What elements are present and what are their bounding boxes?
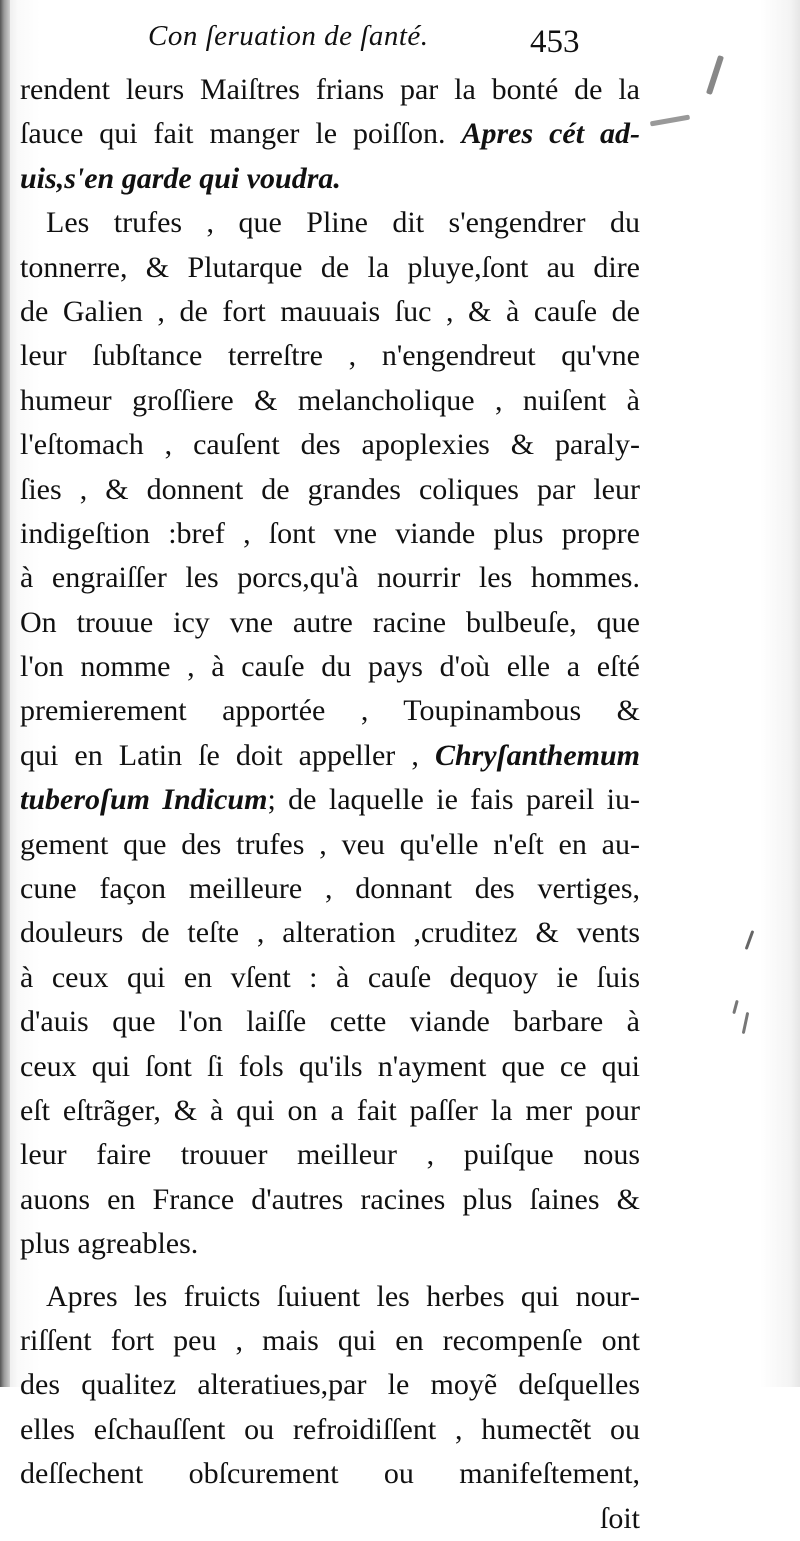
italic-text-segment: Apres cét ad-: [461, 117, 640, 151]
text-line: [20, 956, 640, 1000]
text-segment: gement que des trufes , veu qu'elle n'eſt en au-: [20, 827, 640, 861]
print-speck: [706, 55, 724, 95]
text-segment: l'on nomme , à cauſe du pays d'où elle a eſté: [20, 650, 640, 684]
text-line: [20, 1133, 640, 1177]
text-segment: eſt eſtrãger, & à qui on a fait paſſer la mer pour: [20, 1093, 640, 1127]
text-line: [20, 512, 640, 556]
text-segment: ceux qui ſont ſi fols qu'ils n'ayment que ce qui: [20, 1049, 640, 1083]
text-segment: ; de laquelle ie fais pareil iu-: [267, 783, 640, 817]
text-line: [20, 68, 640, 112]
text-line: [20, 1363, 640, 1407]
text-line: [20, 379, 640, 423]
text-segment: ſies , & donnent de grandes coliques par leur: [20, 472, 640, 506]
text-segment: On trouue icy vne autre racine bulbeuſe, que: [20, 605, 640, 639]
text-segment: douleurs de teſte , alteration ,cruditez & vents: [20, 916, 640, 950]
text-segment: des qualitez alteratiues,par le moyẽ deſquelles: [20, 1368, 640, 1402]
text-segment: de Galien , de fort mauuais ſuc , & à cauſe de: [20, 294, 640, 328]
text-segment: deſſechent obſcurement ou manifeſtement,: [20, 1457, 640, 1491]
text-segment: premierement apportée , Toupinambous &: [20, 694, 640, 728]
text-segment: qui en Latin ſe doit appeller ,: [20, 738, 435, 772]
italic-text-segment: tuberoſum Indicum: [20, 783, 268, 817]
print-speck: [732, 1000, 739, 1014]
text-line: [20, 1452, 640, 1496]
text-segment: elles eſchauſſent ou refroidiſſent , humectẽt ou: [20, 1412, 640, 1446]
text-line: [20, 468, 640, 512]
text-segment: plus agreables.: [20, 1227, 199, 1261]
body-text: [20, 68, 640, 1541]
text-line: [20, 1089, 640, 1133]
text-line: [20, 823, 640, 867]
text-line: [20, 645, 640, 689]
text-segment: ſauce qui fait manger le poiſſon.: [20, 117, 462, 151]
text-segment: l'eſtomach , cauſent des apoplexies & paraly-: [20, 428, 640, 462]
text-line: [20, 867, 640, 911]
text-line: [20, 201, 640, 245]
text-segment: rendent leurs Maiſtres frians par la bonté de la: [20, 73, 640, 106]
running-head: Con ſeruation de ſanté.: [148, 20, 429, 52]
text-line: [20, 246, 640, 290]
text-line: [20, 1222, 640, 1266]
text-line: [20, 157, 640, 201]
page-binding-shadow: [0, 0, 10, 1387]
text-line: [20, 689, 640, 733]
text-segment: leur faire trouuer meilleur , puiſque nous: [20, 1138, 640, 1172]
text-segment: leur ſubſtance terreſtre , n'engendreut qu'vne: [20, 339, 640, 373]
text-segment: d'auis que l'on laiſſe cette viande barbare à: [20, 1005, 640, 1039]
text-line: [20, 911, 640, 955]
text-line: [20, 423, 640, 467]
text-line: [20, 1000, 640, 1044]
text-segment: riſſent fort peu , mais qui en recompenſe ont: [20, 1323, 640, 1357]
text-line: [20, 556, 640, 600]
text-segment: cune façon meilleure , donnant des vertiges,: [20, 872, 640, 906]
text-line: [20, 601, 640, 645]
text-segment: indigeſtion :bref , ſont vne viande plus propre: [20, 516, 640, 550]
print-speck: [742, 1012, 750, 1034]
text-segment: Apres les fruicts ſuiuent les herbes qui nour-: [46, 1279, 640, 1313]
text-line: [20, 290, 640, 334]
text-segment: humeur groſſiere & melancholique , nuiſent à: [20, 383, 640, 417]
text-line: [20, 334, 640, 378]
text-line: [20, 1319, 640, 1363]
text-segment: à engraiſſer les porcs,qu'à nourrir les hommes.: [20, 561, 640, 595]
italic-text-segment: Chryſanthemum: [434, 738, 640, 772]
text-line: [20, 1408, 640, 1452]
text-line: [20, 778, 640, 822]
text-segment: Les trufes , que Pline dit s'engendrer du: [46, 206, 640, 240]
catchword: ſoit: [599, 1501, 640, 1535]
text-line: [20, 1275, 640, 1319]
print-speck: [745, 930, 755, 950]
text-line: [20, 1045, 640, 1089]
text-line: [20, 734, 640, 778]
print-speck: [650, 115, 690, 127]
italic-text-segment: uis,s'en garde qui voudra.: [20, 161, 341, 195]
page-number: 453: [530, 24, 580, 60]
text-segment: auons en France d'autres racines plus ſaines &: [20, 1182, 640, 1216]
text-line: [20, 1178, 640, 1222]
text-segment: tonnerre, & Plutarque de la pluye,ſont au dire: [20, 250, 640, 284]
text-segment: à ceux qui en vſent : à cauſe dequoy ie ſuis: [20, 960, 640, 994]
text-line: [20, 112, 640, 156]
